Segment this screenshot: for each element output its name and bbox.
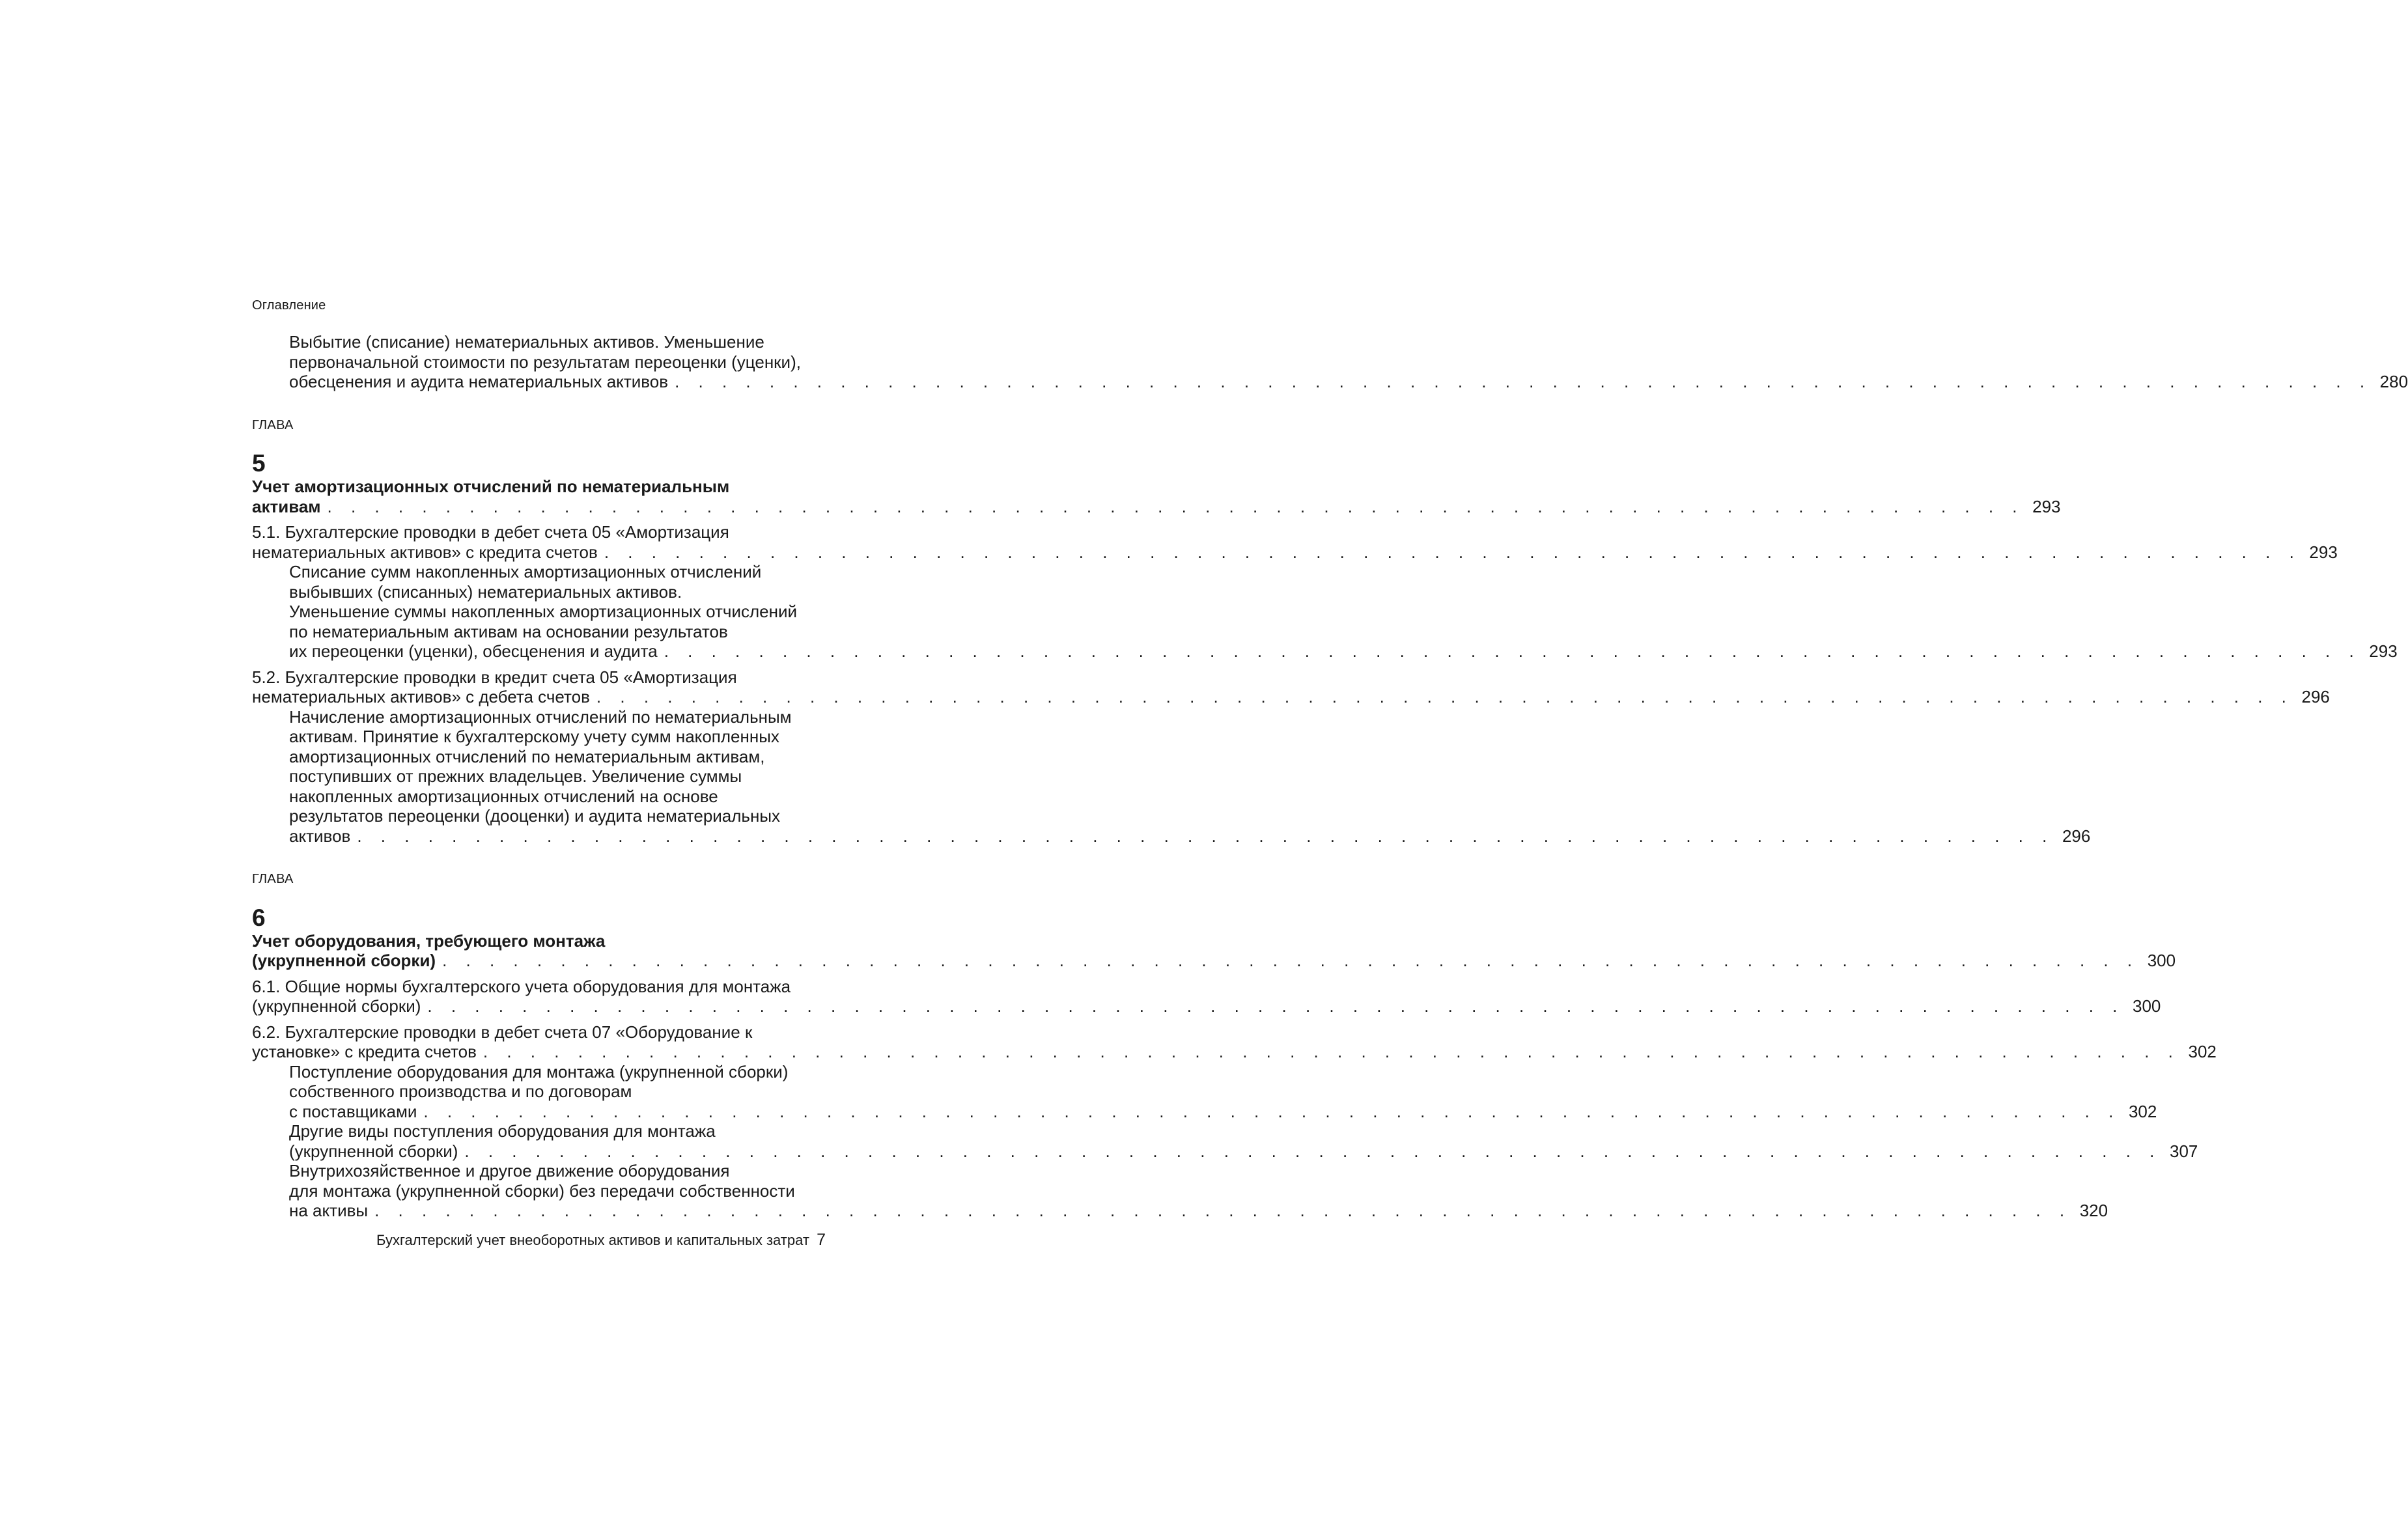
page-number: 293 — [2369, 641, 2398, 661]
page-number: 300 — [2132, 996, 2161, 1016]
toc-entry-last-line — [289, 1201, 2108, 1221]
section-entry-6-1 — [252, 976, 2161, 1016]
chapter-label: ГЛАВА — [252, 417, 294, 432]
toc-entry-line: первоначальной стоимости по результатам переоценки (уценки), — [289, 352, 801, 372]
toc-entry-line: для монтажа (укрупненной сборки) без передачи собственности — [289, 1181, 795, 1201]
section-entry-5-2 — [252, 667, 2330, 707]
dot-leader: . . . . . . . . . . . . . . . . . . . . . . . . . . . . . . . . . . . . . . . . . . . . . . . . . . . . . . . . . . . . . . . . . . . . . . . . — [374, 1201, 2072, 1220]
toc-entry-line: их переоценки (уценки), обесценения и аудита — [289, 641, 658, 661]
dot-leader: . . . . . . . . . . . . . . . . . . . . . . . . . . . . . . . . . . . . . . . . . . . . . . . . . . . . . . . . . . . . . . . . . . . . . . . . — [596, 687, 2293, 706]
chapter-number: 6 — [252, 904, 266, 931]
toc-entry-line: собственного производства и по договорам — [289, 1082, 632, 1101]
toc-entry-line: на активы — [289, 1201, 369, 1220]
toc-entry-last-line — [252, 687, 2330, 707]
page-number: 296 — [2062, 826, 2091, 846]
toc-entry-line: активам. Принятие к бухгалтерскому учету сумм накопленных — [289, 727, 779, 746]
toc-entry-line: обесценения и аудита нематериальных активов — [289, 372, 669, 391]
dot-leader: . . . . . . . . . . . . . . . . . . . . . . . . . . . . . . . . . . . . . . . . . . . . . . . . . . . . . . . . . . . . . . . . . . . . . . . . — [464, 1141, 2162, 1161]
toc-entry-last-line — [252, 1042, 2217, 1062]
page-number: 296 — [2301, 687, 2330, 706]
toc-entry-line: 5.2. Бухгалтерские проводки в кредит счета 05 «Амортизация — [252, 667, 737, 687]
dot-leader: . . . . . . . . . . . . . . . . . . . . . . . . . . . . . . . . . . . . . . . . . . . . . . . . . . . . . . . . . . . . . . . . . . . . . . . . — [327, 496, 2024, 516]
toc-entry-line: нематериальных активов» с дебета счетов — [252, 687, 590, 706]
section-entry-6-2 — [252, 1022, 2217, 1062]
subsection-entry-6-2-b — [252, 1121, 2198, 1161]
toc-entry-line: Выбытие (списание) нематериальных активов. Уменьшение — [289, 332, 764, 352]
section-entry-5-1 — [252, 522, 2338, 562]
chapter-title-line: Учет оборудования, требующего монтажа — [252, 930, 606, 951]
dot-leader: . . . . . . . . . . . . . . . . . . . . . . . . . . . . . . . . . . . . . . . . . . . . . . . . . . . . . . . . . . . . . . . . . . . . . . . . — [357, 826, 2054, 846]
footer-page-number: 7 — [817, 1231, 826, 1249]
toc-entry-line: установке» с кредита счетов — [252, 1042, 477, 1061]
page-number: 307 — [2169, 1141, 2198, 1161]
page-footer — [376, 1231, 826, 1250]
toc-entry-last-line — [252, 951, 2176, 971]
dot-leader: . . . . . . . . . . . . . . . . . . . . . . . . . . . . . . . . . . . . . . . . . . . . . . . . . . . . . . . . . . . . . . . . . . . . . . . . — [423, 1101, 2121, 1121]
dot-leader: . . . . . . . . . . . . . . . . . . . . . . . . . . . . . . . . . . . . . . . . . . . . . . . . . . . . . . . . . . . . . . . . . . . . . . . . — [483, 1042, 2180, 1061]
running-head: Оглавление — [252, 298, 326, 313]
toc-entry-line: 6.2. Бухгалтерские проводки в дебет счета 07 «Оборудование к — [252, 1022, 753, 1042]
chapter-number: 5 — [252, 450, 266, 477]
toc-entry-last-line — [289, 826, 2091, 846]
toc-entry-line: Уменьшение суммы накопленных амортизационных отчислений — [289, 602, 798, 621]
toc-entry-last-line — [252, 496, 2061, 517]
toc-entry-line: Внутрихозяйственное и другое движение оборудования — [289, 1161, 730, 1181]
book-title: Бухгалтерский учет внеоборотных активов и капитальных затрат — [376, 1232, 809, 1248]
subsection-entry-6-2-c — [252, 1161, 2108, 1221]
toc-entry-last-line — [289, 641, 2398, 662]
toc-entry-line: поступивших от прежних владельцев. Увеличение суммы — [289, 766, 742, 786]
toc-entry-line: нематериальных активов» с кредита счетов — [252, 542, 598, 562]
toc-entry-line: активов — [289, 826, 351, 846]
toc-entry-line: амортизационных отчислений по нематериальным активам, — [289, 746, 765, 766]
page-number: 302 — [2128, 1101, 2157, 1121]
toc-entry-line: результатов переоценки (дооценки) и аудита нематериальных — [289, 806, 781, 826]
toc-entry-line: Другие виды поступления оборудования для монтажа — [289, 1121, 716, 1141]
page-number: 300 — [2147, 951, 2176, 970]
toc-entry-line: 6.1. Общие нормы бухгалтерского учета оборудования для монтажа — [252, 976, 791, 996]
toc-entry-line: Списание сумм накопленных амортизационных отчислений — [289, 562, 762, 581]
toc-entry-line: 5.1. Бухгалтерские проводки в дебет счета 05 «Амортизация — [252, 522, 729, 542]
subsection-entry-5-2 — [252, 706, 2091, 846]
toc-entry-line: (укрупненной сборки) — [289, 1141, 458, 1161]
toc-entry-line: накопленных амортизационных отчислений на основе — [289, 786, 718, 806]
dot-leader: . . . . . . . . . . . . . . . . . . . . . . . . . . . . . . . . . . . . . . . . . . . . . . . . . . . . . . . . . . . . . . . . . . . . . . . . — [664, 641, 2361, 661]
dot-leader: . . . . . . . . . . . . . . . . . . . . . . . . . . . . . . . . . . . . . . . . . . . . . . . . . . . . . . . . . . . . . . . . . . . . . . . . — [675, 372, 2372, 391]
chapter-title-line: (укрупненной сборки) — [252, 951, 436, 970]
toc-entry-last-line — [289, 372, 2408, 392]
subsection-entry-5-1 — [252, 562, 2398, 662]
chapter-label: ГЛАВА — [252, 872, 294, 886]
chapter-title-entry — [252, 930, 2176, 971]
toc-entry-line: выбывших (списанных) нематериальных активов. — [289, 581, 682, 602]
toc-entry-line: Начисление амортизационных отчислений по нематериальным — [289, 706, 792, 727]
toc-entry-last-line — [289, 1101, 2157, 1122]
chapter-title-entry — [252, 477, 2061, 516]
chapter-title-line: Учет амортизационных отчислений по нематериальным — [252, 477, 730, 496]
dot-leader: . . . . . . . . . . . . . . . . . . . . . . . . . . . . . . . . . . . . . . . . . . . . . . . . . . . . . . . . . . . . . . . . . . . . . . . . — [442, 951, 2140, 970]
toc-entry-disposal — [252, 332, 2408, 392]
toc-entry-line: Поступление оборудования для монтажа (укрупненной сборки) — [289, 1061, 789, 1082]
dot-leader: . . . . . . . . . . . . . . . . . . . . . . . . . . . . . . . . . . . . . . . . . . . . . . . . . . . . . . . . . . . . . . . . . . . . . . . . — [427, 996, 2125, 1016]
page-number: 293 — [2032, 496, 2061, 516]
table-of-contents — [252, 332, 2408, 1221]
toc-entry-last-line — [289, 1141, 2198, 1162]
toc-entry-line: по нематериальным активам на основании результатов — [289, 621, 728, 641]
toc-entry-last-line — [252, 996, 2161, 1016]
page-number: 320 — [2079, 1201, 2108, 1220]
toc-entry-line: с поставщиками — [289, 1101, 417, 1121]
subsection-entry-6-2-a — [252, 1061, 2157, 1122]
dot-leader: . . . . . . . . . . . . . . . . . . . . . . . . . . . . . . . . . . . . . . . . . . . . . . . . . . . . . . . . . . . . . . . . . . . . . . . . — [604, 542, 2301, 562]
page-number: 302 — [2188, 1042, 2217, 1061]
page-number: 293 — [2309, 542, 2338, 562]
toc-entry-line: (укрупненной сборки) — [252, 996, 421, 1016]
page-number: 280 — [2379, 372, 2408, 391]
chapter-title-line: активам — [252, 496, 321, 516]
toc-entry-last-line — [252, 542, 2338, 563]
